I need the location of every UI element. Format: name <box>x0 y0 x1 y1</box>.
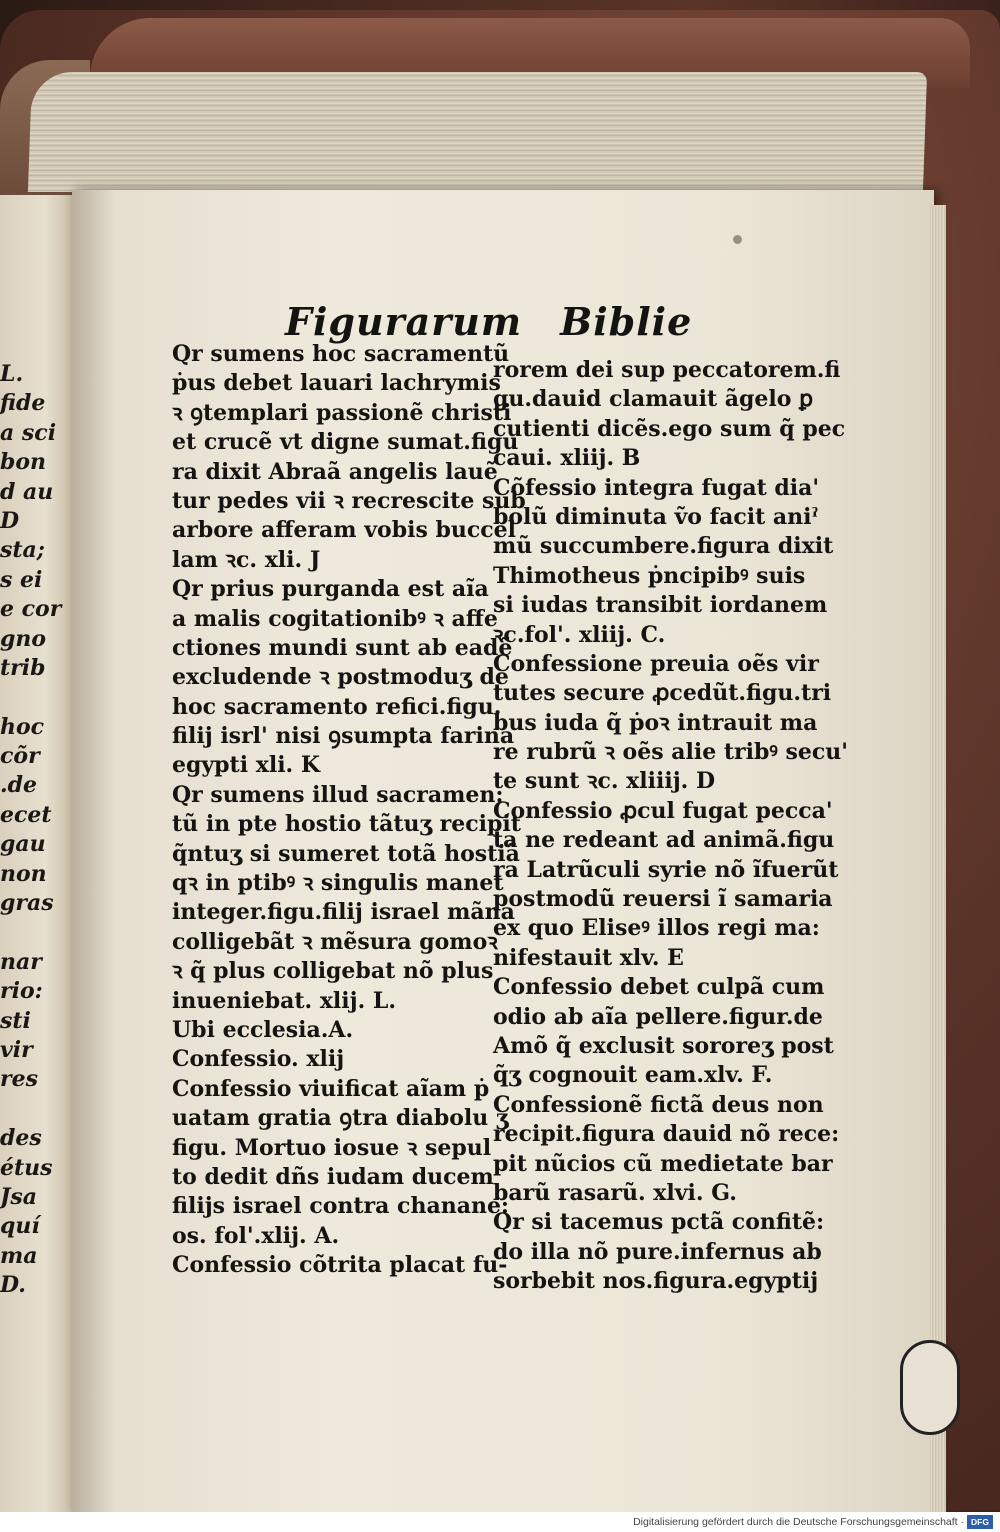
fragment-line: D <box>0 507 20 534</box>
fragment-line <box>0 918 44 947</box>
text-line: a malis cogitationibꝰ ꝛ affe <box>172 605 498 632</box>
fragment-line: quí <box>0 1213 40 1240</box>
text-line: Confessionẽ fictã deus non <box>493 1091 824 1118</box>
text-line: Confessio debet culpã cum <box>493 974 825 1001</box>
text-line: recipit.figura dauid nõ rece: <box>493 1121 840 1148</box>
text-line: q̃ntuʒ si sumeret totã hostiã <box>172 840 520 867</box>
fragment-line: étus <box>0 1154 53 1181</box>
text-line: Confessio viuificat aĩam ṗ <box>172 1075 490 1102</box>
text-line: to dedit dñs iudam ducem <box>172 1163 494 1190</box>
text-line: et crucẽ vt digne sumat.figu <box>172 429 519 456</box>
page-block-edges <box>28 72 927 192</box>
text-line: sorbebit nos.figura.egyptij <box>493 1268 819 1295</box>
text-line: do illa nõ pure.infernus ab <box>493 1238 822 1265</box>
text-column-right <box>493 356 848 1297</box>
text-line: ṗus debet lauari lachrymis <box>172 370 501 397</box>
fragment-line: .de <box>0 772 38 799</box>
text-line: ta ne redeant ad animã.figu <box>493 827 835 854</box>
text-line: tũ in pte hostio tãtuʒ recipit <box>172 811 521 838</box>
fragment-line: rio: <box>0 978 43 1005</box>
fragment-line: vir <box>0 1036 33 1063</box>
text-line: re rubrũ ꝛ oẽs alie tribꝰ secu' <box>493 739 848 766</box>
text-line: caui. xliij. B <box>493 445 641 472</box>
text-line: postmodũ reuersi ĩ samaria <box>493 886 833 913</box>
text-line: Qr sumens hoc sacramentũ <box>172 341 510 367</box>
dfg-logo: DFG <box>967 1515 993 1529</box>
running-head-word-2: Biblie <box>560 299 693 344</box>
text-line: filijs israel contra chanane: <box>172 1193 510 1220</box>
fragment-line: Jsa <box>0 1183 38 1210</box>
fragment-line: res <box>0 1066 38 1093</box>
text-line: Ubi ecclesia.A. <box>172 1016 354 1043</box>
fragment-line <box>0 683 44 712</box>
text-line: mũ succumbere.figura dixit <box>493 533 834 560</box>
fragment-line <box>0 1095 44 1124</box>
fragment-line: D. <box>0 1272 26 1299</box>
text-line: Qr sumens illud sacramen: <box>172 781 504 808</box>
text-line: q̃ʒ cognouit eam.xlv. F. <box>493 1062 773 1089</box>
fragment-line: ecet <box>0 801 52 828</box>
pinhole-mark <box>733 235 742 244</box>
text-line: uatam gratia ꝯtra diabolu ʒ <box>172 1105 509 1132</box>
text-line: rorem dei sup peccatorem.fi <box>493 357 841 383</box>
fragment-line: ma <box>0 1242 38 1269</box>
fragment-line: gau <box>0 831 46 858</box>
fragment-line: nar <box>0 948 42 975</box>
text-line: ꝛ q̃ plus colligebat nõ plus <box>172 958 494 985</box>
fragment-line: cõr <box>0 743 40 770</box>
text-line: Qr prius purganda est aĩa <box>172 576 489 603</box>
text-line: ꝛ ꝯtemplari passionẽ christi <box>172 399 512 426</box>
text-line: integer.figu.filij israel mãna <box>172 899 515 926</box>
text-line: si iudas transibit iordanem <box>493 592 828 619</box>
text-line: bus iuda q̃ ṗoꝛ intrauit ma <box>493 709 818 736</box>
text-line: ex quo Eliseꝰ illos regi ma: <box>493 915 820 942</box>
text-line: excludende ꝛ postmoduʒ de <box>172 664 509 691</box>
text-line: colligebãt ꝛ mẽsura gomoꝛ <box>172 928 498 955</box>
fragment-line: sti <box>0 1007 31 1034</box>
fragment-line: s ei <box>0 566 43 593</box>
text-line: hoc sacramento refici.figu. <box>172 693 502 720</box>
fragment-line: bon <box>0 449 47 476</box>
text-line: ra dixit Abraã angelis lauẽ <box>172 458 498 485</box>
text-line: odio ab aĩa pellere.figur.de <box>493 1003 823 1030</box>
text-line: bolũ diminuta ṽo facit aniˀ <box>493 503 819 530</box>
text-column-left <box>172 340 526 1281</box>
text-line: nifestauit xlv. E <box>493 944 684 971</box>
text-line: os. fol'.xlij. A. <box>172 1222 340 1249</box>
text-line: ra Latrũculi syrie nõ ĩfuerũt <box>493 856 839 883</box>
text-line: Confessio ꝓcul fugat pecca' <box>493 797 833 824</box>
fragment-line: trib <box>0 654 46 681</box>
fragment-line: non <box>0 860 47 887</box>
right-page-edges <box>930 205 946 1512</box>
text-line: egypti xli. K <box>172 752 320 779</box>
text-line: Confessio cõtrita placat fu- <box>172 1252 508 1279</box>
text-line: arbore afferam vobis buccel <box>172 517 517 544</box>
text-line: gu.dauid clamauit ãgelo ꝑ <box>493 386 814 413</box>
text-line: figu. Mortuo iosue ꝛ sepul <box>172 1134 492 1161</box>
text-line: inueniebat. xlij. L. <box>172 987 397 1014</box>
text-line: Confessio. xlij <box>172 1046 345 1073</box>
fragment-line: L. <box>0 361 24 387</box>
text-line: Confessione preuia oẽs vir <box>493 650 819 677</box>
fragment-line: gras <box>0 890 54 917</box>
text-line: pit nũcios cũ medietate bar <box>493 1150 833 1177</box>
fragment-line: hoc <box>0 713 45 740</box>
fragment-line: e cor <box>0 596 62 623</box>
text-line: barũ rasarũ. xlvi. G. <box>493 1179 737 1206</box>
running-head-word-1: Figurarum <box>285 299 523 344</box>
text-line: tur pedes vii ꝛ recrescite sub <box>172 487 526 514</box>
text-line: qꝛ in ptibꝰ ꝛ singulis manet <box>172 870 504 897</box>
fragment-line: sta; <box>0 537 45 564</box>
text-line: tutes secure ꝓcedũt.figu.tri <box>493 680 832 707</box>
text-line: ꝛc.fol'. xliij. C. <box>493 621 666 648</box>
clasp-ring <box>900 1340 960 1435</box>
text-line: Qr si tacemus pctã confitẽ: <box>493 1209 825 1236</box>
text-line: cutienti dicẽs.ego sum q̃ pec <box>493 415 846 442</box>
fragment-line: des <box>0 1125 42 1152</box>
digitization-credit: Digitalisierung gefördert durch die Deutsche Forschungsgemeinschaft · <box>0 1512 1000 1532</box>
left-page-text-fragments <box>0 360 62 1301</box>
text-line: Thimotheus ṗncipibꝰ suis <box>493 562 806 589</box>
text-line: Amõ q̃ exclusit sororeʒ post <box>493 1032 834 1059</box>
text-line: Cõfessio integra fugat dia' <box>493 474 820 501</box>
text-line: te sunt ꝛc. xliiij. D <box>493 768 716 795</box>
fragment-line: a sci <box>0 419 57 446</box>
fragment-line: gno <box>0 625 47 652</box>
fragment-line: d au <box>0 478 54 505</box>
text-line: filij isrl' nisi ꝯsumpta farina <box>172 723 515 750</box>
text-line: ctiones mundi sunt ab eadẽ <box>172 634 513 661</box>
fragment-line: fide <box>0 390 46 417</box>
text-line: lam ꝛc. xli. J <box>172 546 321 573</box>
